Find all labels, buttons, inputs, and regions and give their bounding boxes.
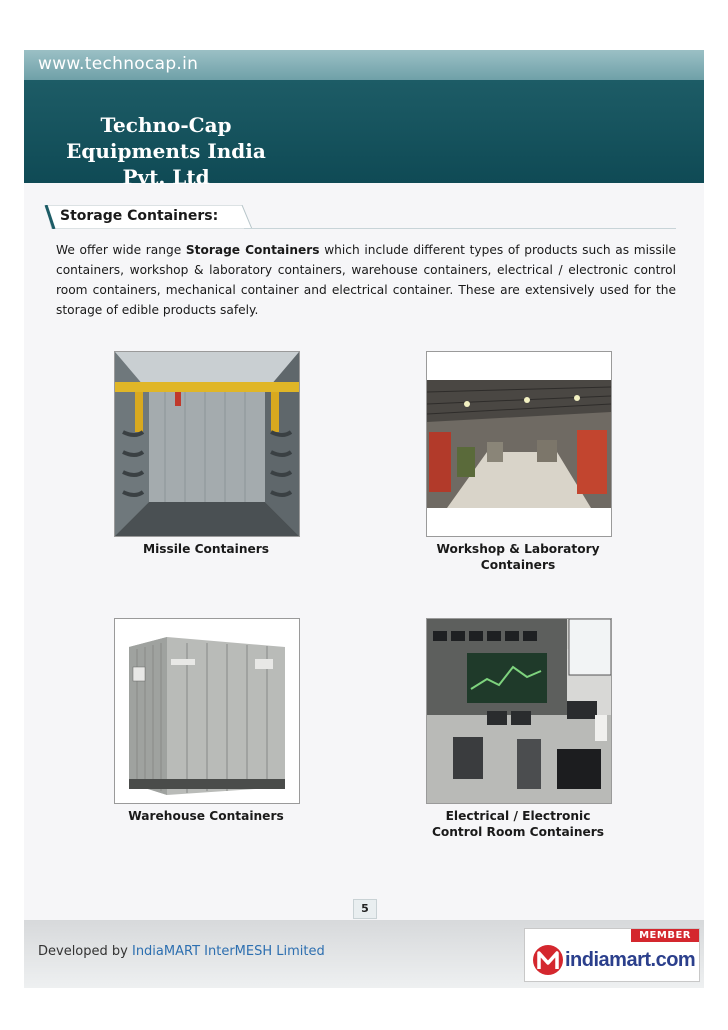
warehouse-container-photo	[114, 618, 300, 804]
indiamart-logo[interactable]	[524, 928, 700, 982]
section-title: Storage Containers:	[60, 208, 219, 224]
control-room-caption-line1: Electrical / Electronic	[445, 809, 591, 823]
warehouse-container-image	[115, 619, 299, 803]
member-badge: MEMBER	[631, 929, 699, 942]
intro-text-start: We offer wide range	[56, 243, 186, 257]
workshop-container-photo	[426, 351, 612, 537]
intro-text-end: which include different types of products such as missile containers, workshop & laboratory containers, warehouse containers, electrical / electronic control room containers, mechanical container and electrical container. These are extensively used for the storage of edible products safely.	[56, 243, 677, 317]
workshop-caption-line1: Workshop & Laboratory	[436, 542, 600, 556]
control-room-caption	[416, 808, 620, 840]
developed-by-label: Developed by	[38, 944, 132, 959]
section-divider	[244, 228, 676, 229]
indiamart-logo-text: indiamart.com	[565, 949, 696, 971]
developer-credit	[38, 944, 325, 959]
developer-name[interactable]: IndiaMART InterMESH Limited	[131, 944, 325, 959]
company-name-line1: Techno-Cap Equipments India	[66, 113, 266, 163]
indiamart-m-icon	[531, 943, 565, 977]
control-room-container-photo	[426, 618, 612, 804]
website-url[interactable]: www.technocap.in	[38, 54, 199, 74]
intro-text-bold: Storage Containers	[185, 243, 320, 257]
company-header	[24, 80, 704, 189]
warehouse-containers-caption: Warehouse Containers	[128, 809, 284, 823]
control-room-container-image	[427, 619, 611, 803]
workshop-laboratory-caption	[416, 541, 620, 573]
missile-container-image	[115, 352, 299, 536]
top-bar	[24, 50, 704, 80]
missile-container-photo	[114, 351, 300, 537]
workshop-container-image	[427, 352, 611, 536]
control-room-caption-line2: Control Room Containers	[431, 825, 605, 839]
page-number: 5	[353, 899, 377, 919]
workshop-caption-line2: Containers	[480, 558, 556, 572]
company-name	[36, 112, 296, 190]
missile-containers-caption: Missile Containers	[142, 542, 270, 556]
brochure-page	[24, 50, 704, 988]
section-heading-tab	[42, 205, 252, 229]
company-name-line2: Pvt. Ltd	[122, 165, 210, 189]
intro-paragraph	[56, 240, 676, 320]
footer-bar	[24, 920, 704, 988]
